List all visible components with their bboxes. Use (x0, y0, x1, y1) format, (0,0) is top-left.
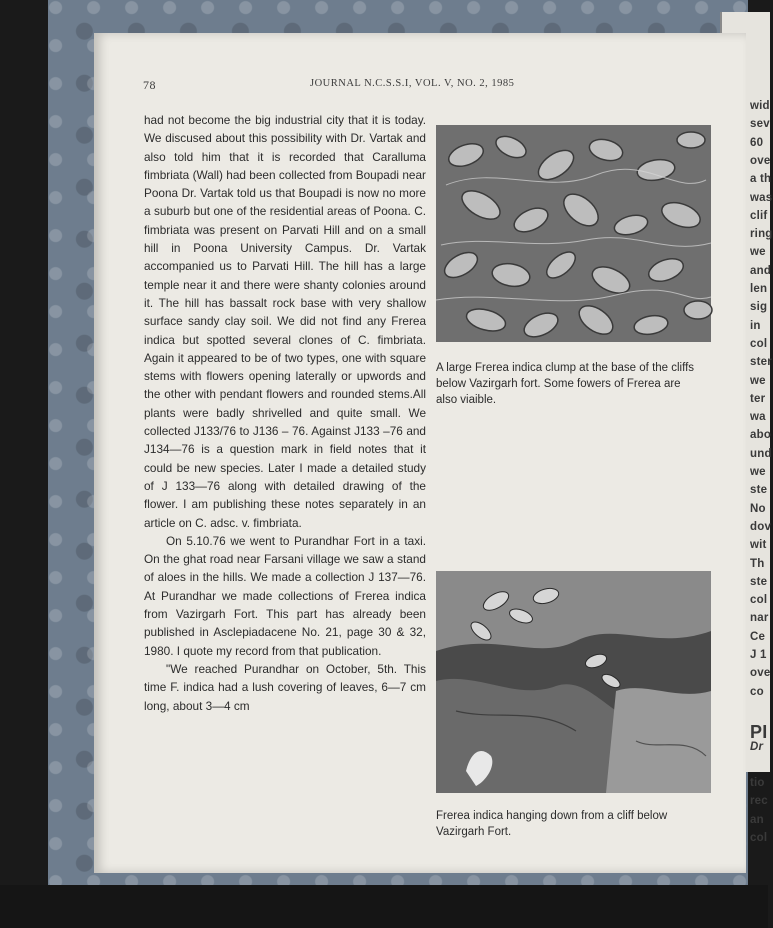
facing-page-fragment: dov (750, 520, 772, 533)
facing-page-fragment: ster (750, 356, 772, 369)
facing-page-fragment: was (750, 191, 773, 204)
facing-page-fragment: sig (750, 301, 768, 314)
facing-page-fragment: we (750, 246, 766, 259)
facing-page-fragment: PI (750, 722, 768, 743)
facing-page-fragment: ove (750, 154, 771, 167)
figure-1-caption: A large Frerea indica clump at the base of the cliffs below Vazirgarh fort. Some fowers of Frerea are also viaible. (436, 362, 695, 406)
bottom-shadow (0, 885, 768, 928)
facing-page-fragment: ring (750, 228, 773, 241)
left-text-column (144, 111, 426, 715)
facing-page-fragment: col (750, 832, 768, 844)
facing-page-fragment: und (750, 447, 772, 460)
facing-page-fragment: co (750, 685, 764, 698)
facing-page-fragment: J 1 (750, 649, 767, 661)
facing-page-fragment: col (750, 337, 768, 350)
facing-page-fragment: ove (750, 667, 771, 680)
facing-page-fragment: abo (750, 429, 772, 442)
facing-page-fragment: ter (750, 392, 766, 405)
figure-2-caption: Frerea indica hanging down from a cliff below Vazirgarh Fort. (436, 810, 668, 838)
frerea-indica-cliff-photo (436, 571, 711, 793)
paragraph-2: On 5.10.76 we went to Purandhar Fort in a taxi. On the ghat road near Farsani village we saw a stand of aloes in the hills. We made a collection J 137—76. At Purandhar we made collections of Frerea indica from Vazirgarh Fort. This part has already been published in Asclepiadacene No. 21, page 30 & 32, 1980. I quote my record from that publication. (144, 533, 426, 658)
facing-page-fragment: Dr (750, 740, 764, 753)
facing-page-fragment: and (750, 264, 772, 277)
facing-page-fragment: ste (750, 575, 768, 588)
running-header: JOURNAL N.C.S.S.I, VOL. V, NO. 2, 1985 (310, 78, 515, 89)
facing-page-fragment: col (750, 594, 768, 607)
facing-page-fragment: wid (750, 100, 770, 112)
page-number: 78 (143, 78, 156, 92)
facing-page-fragment: clif (750, 209, 768, 222)
facing-page-fragment: ste (750, 484, 768, 497)
facing-page-fragment: nar (750, 612, 769, 625)
facing-page-fragment: an (750, 813, 764, 826)
facing-page-fragment: in (750, 319, 761, 332)
facing-page-fragment: tio (750, 777, 765, 790)
paragraph-1: had not become the big industrial city that it is today. We discused about this possibility with Dr. Vartak and also told him that it is recorded that Caralluma fimbriata (Wall) had been collected from Boupadi near Poona Dr. Vartak told us that Boupadi is now no more a suburb but one of the residential areas of Poona. C. fimbriata was present on Parvati Hill and on a small hill in Poona University Campus. Dr. Vartak accompanied us to Parvati Hill. The hill has a large temple near it and there were shanty colonies around it. The hill has bassalt rock base with very shallow surface sandy clay soil. We did not find any Frerea indica but spotted several clones of C. fimbriata. Again it appeared to be of two types, one with square stems with flowers opening laterally or upwords and the other with pendant flowers and rounded stems.All plants were badly shrivelled and quite small. We collected J133/76 to J136 – 76. Against J133 –76 and J134—76 is a question mark in field notes that it could be new species. Later I made a detailed study of J 133—76 along with detailed drawing of the flower. I am publishing these notes separately in an article on C. adsc. v. fimbriata. (144, 113, 426, 530)
facing-page-fragment: 60 (750, 136, 764, 149)
facing-page-fragment: No (750, 502, 766, 515)
facing-page-fragment: a th (750, 173, 772, 186)
facing-page-fragment: sev (750, 118, 770, 131)
paragraph-3: "We reached Purandhar on October, 5th. This time F. indica had a lush covering of leaves, 6—7 cm long, about 3—4 cm (144, 661, 426, 713)
frerea-indica-clump-photo (436, 125, 711, 342)
facing-page-fragment: we (750, 374, 766, 387)
facing-page-fragment: wa (750, 411, 766, 424)
facing-page-fragment: Ce (750, 630, 766, 643)
facing-page-fragment: rec (750, 795, 768, 808)
facing-page-fragment: Th (750, 557, 765, 570)
facing-page-fragment: we (750, 466, 766, 478)
facing-page-fragment: len (750, 283, 768, 295)
facing-page-fragment: wit (750, 539, 767, 552)
